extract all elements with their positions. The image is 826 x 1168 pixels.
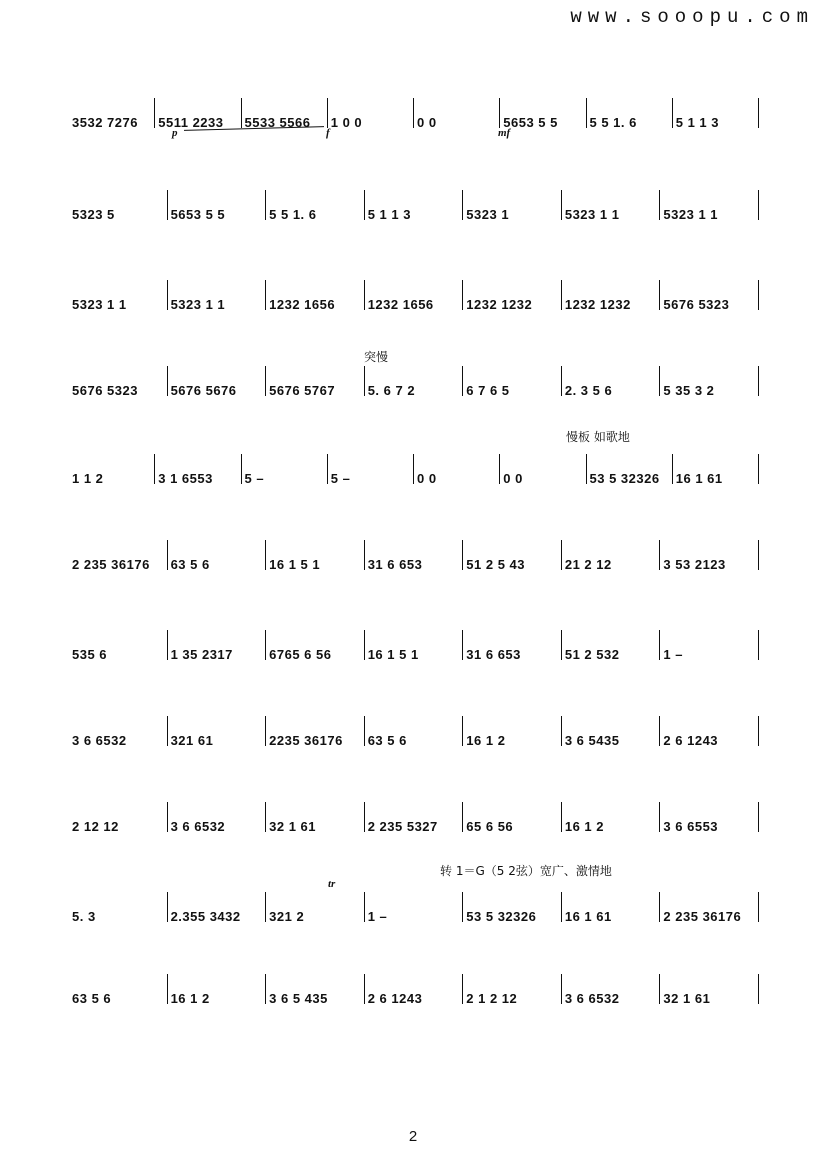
bar-line (462, 280, 463, 310)
measure (462, 890, 561, 930)
measure-notes: 2. 3 5 6 (564, 383, 613, 398)
measure (672, 96, 758, 136)
bar-line (561, 716, 562, 746)
measure-notes: 1 1 2 (72, 471, 104, 486)
measure (364, 800, 463, 840)
measure (167, 278, 266, 318)
page-number: 2 (408, 1128, 418, 1145)
measure (265, 538, 364, 578)
bar-line (758, 716, 759, 746)
measure (68, 800, 167, 840)
bar-line (659, 630, 660, 660)
bar-line (672, 98, 673, 128)
bar-line (758, 190, 759, 220)
measure-notes: 6765 6 56 (269, 647, 332, 662)
measure-notes: 5533 5566 (244, 115, 311, 130)
measure-notes: 53 5 32326 (466, 909, 537, 924)
site-watermark: www.sooopu.com (570, 6, 814, 28)
bar-line (364, 280, 365, 310)
measure-notes: 5676 5323 (663, 297, 730, 312)
bar-line (413, 98, 414, 128)
bar-line (758, 630, 759, 660)
measure (462, 714, 561, 754)
measure-notes: 32 1 61 (269, 819, 317, 834)
measure (659, 364, 758, 404)
measure (364, 890, 463, 930)
measure-notes: 5 – (244, 471, 265, 486)
measure (462, 364, 561, 404)
measure (462, 972, 561, 1012)
bar-line (462, 190, 463, 220)
bar-line (659, 280, 660, 310)
bar-line (364, 366, 365, 396)
bar-line (758, 540, 759, 570)
bar-line (167, 630, 168, 660)
tempo-marking-sudden-slow: 突慢 (364, 350, 389, 364)
measure (462, 188, 561, 228)
measure-notes: 3 53 2123 (663, 557, 726, 572)
measure (561, 800, 660, 840)
measure (68, 628, 167, 668)
score-row (68, 188, 758, 228)
measure (462, 800, 561, 840)
measure (659, 538, 758, 578)
measure (167, 972, 266, 1012)
measure-notes: 535 6 (72, 647, 108, 662)
measure (561, 714, 660, 754)
measure (265, 628, 364, 668)
measure (659, 972, 758, 1012)
bar-line (364, 974, 365, 1004)
measure (327, 452, 413, 492)
bar-line (167, 716, 168, 746)
measure-notes: 3 6 6532 (170, 819, 226, 834)
bar-line (462, 974, 463, 1004)
measure (265, 364, 364, 404)
score-row (68, 364, 758, 404)
measure (659, 800, 758, 840)
measure-notes: 5323 1 1 (564, 207, 620, 222)
bar-line (241, 454, 242, 484)
measure (561, 364, 660, 404)
measure (68, 972, 167, 1012)
bar-line (659, 366, 660, 396)
score-row (68, 714, 758, 754)
bar-line (659, 974, 660, 1004)
measure (499, 452, 585, 492)
measure-notes: 2235 36176 (269, 733, 343, 748)
measure (265, 714, 364, 754)
measure-notes: 51 2 532 (564, 647, 620, 662)
bar-line (154, 98, 155, 128)
measure (167, 628, 266, 668)
bar-line (659, 716, 660, 746)
measure-notes: 3 6 6532 (72, 733, 127, 748)
bar-line (659, 802, 660, 832)
bar-line (265, 892, 266, 922)
bar-line (167, 366, 168, 396)
score-row (68, 628, 758, 668)
measure (68, 714, 167, 754)
measure-notes: 16 1 61 (675, 471, 723, 486)
measure-notes: 5323 5 (72, 207, 115, 222)
bar-line (561, 280, 562, 310)
measure-notes: 3 6 6532 (564, 991, 620, 1006)
measure (364, 972, 463, 1012)
measure (167, 188, 266, 228)
measure-notes: 5676 5323 (72, 383, 138, 398)
measure (364, 364, 463, 404)
measure-notes: 5323 1 (466, 207, 510, 222)
bar-line (364, 190, 365, 220)
measure-notes: 16 1 61 (564, 909, 612, 924)
measure-notes: 1232 1656 (269, 297, 336, 312)
tempo-marking-slow: 慢板 如歌地 (566, 430, 630, 444)
measure-notes: 5 – (330, 471, 351, 486)
bar-line (758, 974, 759, 1004)
measure (265, 188, 364, 228)
measure-notes: 53 5 32326 (589, 471, 660, 486)
measure (68, 188, 167, 228)
score-row (68, 972, 758, 1012)
bar-line (758, 892, 759, 922)
measure (659, 628, 758, 668)
measure (154, 452, 240, 492)
measure-notes: 321 61 (170, 733, 214, 748)
modulation-marking: 转 1＝G（5 2弦）宽广、激情地 (440, 864, 612, 878)
measure-notes: 2 235 5327 (367, 819, 438, 834)
bar-line (364, 892, 365, 922)
measure-notes: 321 2 (269, 909, 305, 924)
bar-line (327, 454, 328, 484)
measure-notes: 16 1 2 (170, 991, 210, 1006)
bar-line (364, 540, 365, 570)
measure (265, 800, 364, 840)
measure-notes: 5323 1 1 (663, 207, 719, 222)
measure-notes: 2 12 12 (72, 819, 119, 834)
measure (68, 538, 167, 578)
measure-notes: 5 1 1 3 (675, 115, 720, 130)
measure-notes: 5 5 1. 6 (269, 207, 317, 222)
dynamic-f: f (326, 127, 330, 139)
bar-line (265, 366, 266, 396)
measure (586, 452, 672, 492)
measure (265, 890, 364, 930)
bar-line (659, 190, 660, 220)
measure-notes: 16 1 2 (466, 733, 506, 748)
measure (561, 972, 660, 1012)
bar-line (364, 802, 365, 832)
dynamic-p: p (172, 127, 178, 139)
bar-line (758, 98, 759, 128)
measure (167, 714, 266, 754)
measure-notes: 2 6 1243 (663, 733, 719, 748)
bar-line (499, 454, 500, 484)
bar-line (265, 716, 266, 746)
score-row (68, 278, 758, 318)
measure-notes: 5 1 1 3 (367, 207, 411, 222)
bar-line (561, 190, 562, 220)
measure (265, 278, 364, 318)
measure (561, 278, 660, 318)
bar-line (561, 540, 562, 570)
bar-line (167, 190, 168, 220)
bar-line (758, 454, 759, 484)
measure (167, 538, 266, 578)
measure-notes: 3 6 6553 (663, 819, 719, 834)
measure-notes: 5 35 3 2 (663, 383, 715, 398)
measure-notes: 1 0 0 (330, 115, 363, 130)
bar-line (265, 190, 266, 220)
bar-line (167, 892, 168, 922)
bar-line (364, 630, 365, 660)
measure-notes: 1 35 2317 (170, 647, 233, 662)
measure (659, 890, 758, 930)
measure-notes: 0 0 (417, 115, 437, 130)
measure (561, 890, 660, 930)
measure (413, 452, 499, 492)
bar-line (561, 802, 562, 832)
bar-line (265, 974, 266, 1004)
measure-notes: 1232 1656 (367, 297, 434, 312)
measure-notes: 32 1 61 (663, 991, 711, 1006)
measure-notes: 1 – (663, 647, 683, 662)
score-row (68, 538, 758, 578)
measure (68, 96, 154, 136)
measure-notes: 3532 7276 (72, 115, 138, 130)
bar-line (265, 280, 266, 310)
measure (659, 278, 758, 318)
measure-notes: 5 5 1. 6 (589, 115, 637, 130)
measure (364, 538, 463, 578)
measure-notes: 63 5 6 (170, 557, 210, 572)
measure (561, 538, 660, 578)
score-row (68, 800, 758, 840)
measure (167, 890, 266, 930)
bar-line (167, 802, 168, 832)
bar-line (327, 98, 328, 128)
measure (561, 628, 660, 668)
measure (167, 800, 266, 840)
measure-notes: 21 2 12 (564, 557, 612, 572)
measure-notes: 3 6 5435 (564, 733, 620, 748)
measure-notes: 2 6 1243 (367, 991, 423, 1006)
bar-line (364, 716, 365, 746)
measure (586, 96, 672, 136)
bar-line (758, 366, 759, 396)
measure-notes: 65 6 56 (466, 819, 514, 834)
measure (241, 452, 327, 492)
measure-notes: 6 7 6 5 (466, 383, 510, 398)
measure-notes: 5323 1 1 (170, 297, 226, 312)
measure-notes: 5653 5 5 (503, 115, 558, 130)
measure-notes: 5511 2233 (158, 115, 224, 130)
bar-line (561, 974, 562, 1004)
measure (462, 538, 561, 578)
measure (672, 452, 758, 492)
measure (499, 96, 585, 136)
bar-line (672, 454, 673, 484)
measure-notes: 5676 5767 (269, 383, 336, 398)
measure-notes: 2 1 2 12 (466, 991, 518, 1006)
measure (561, 188, 660, 228)
measure-notes: 2 235 36176 (663, 909, 742, 924)
dynamic-mf: mf (498, 127, 511, 139)
measure-notes: 2.355 3432 (170, 909, 241, 924)
measure (462, 278, 561, 318)
measure-notes: 3 6 5 435 (269, 991, 328, 1006)
bar-line (499, 98, 500, 128)
measure (462, 628, 561, 668)
measure (68, 278, 167, 318)
measure-notes: 31 6 653 (466, 647, 521, 662)
measure-notes: 3 1 6553 (158, 471, 213, 486)
bar-line (167, 280, 168, 310)
bar-line (462, 366, 463, 396)
measure-notes: 5. 6 7 2 (367, 383, 416, 398)
measure-notes: 2 235 36176 (72, 557, 150, 572)
measure-notes: 5. 3 (72, 909, 96, 924)
bar-line (586, 454, 587, 484)
measure-notes: 5323 1 1 (72, 297, 127, 312)
bar-line (586, 98, 587, 128)
measure (68, 364, 167, 404)
bar-line (154, 454, 155, 484)
measure (364, 278, 463, 318)
measure-notes: 5653 5 5 (170, 207, 226, 222)
bar-line (265, 802, 266, 832)
score-row (68, 452, 758, 492)
measure (659, 188, 758, 228)
bar-line (462, 716, 463, 746)
measure-notes: 0 0 (417, 471, 437, 486)
bar-line (462, 802, 463, 832)
measure-notes: 63 5 6 (72, 991, 112, 1006)
measure (265, 972, 364, 1012)
measure (413, 96, 499, 136)
bar-line (561, 630, 562, 660)
bar-line (241, 98, 242, 128)
measure (68, 890, 167, 930)
measure-notes: 31 6 653 (367, 557, 423, 572)
measure (364, 188, 463, 228)
measure-notes: 16 1 5 1 (269, 557, 321, 572)
measure-notes: 1232 1232 (466, 297, 533, 312)
bar-line (167, 974, 168, 1004)
measure (364, 714, 463, 754)
bar-line (659, 540, 660, 570)
score-row (68, 890, 758, 930)
measure (167, 364, 266, 404)
bar-line (413, 454, 414, 484)
measure-notes: 0 0 (503, 471, 523, 486)
bar-line (758, 280, 759, 310)
measure (327, 96, 413, 136)
bar-line (167, 540, 168, 570)
measure-notes: 16 1 5 1 (367, 647, 419, 662)
measure-notes: 1232 1232 (564, 297, 631, 312)
measure-notes: 16 1 2 (564, 819, 604, 834)
bar-line (561, 892, 562, 922)
bar-line (462, 630, 463, 660)
measure-notes: 5676 5676 (170, 383, 237, 398)
measure (68, 452, 154, 492)
measure (659, 714, 758, 754)
bar-line (462, 540, 463, 570)
bar-line (561, 366, 562, 396)
measure (364, 628, 463, 668)
bar-line (659, 892, 660, 922)
measure-notes: 63 5 6 (367, 733, 407, 748)
trill-mark: tr (328, 878, 336, 890)
measure-notes: 1 – (367, 909, 388, 924)
bar-line (758, 802, 759, 832)
measure-notes: 51 2 5 43 (466, 557, 525, 572)
bar-line (265, 630, 266, 660)
bar-line (265, 540, 266, 570)
bar-line (462, 892, 463, 922)
